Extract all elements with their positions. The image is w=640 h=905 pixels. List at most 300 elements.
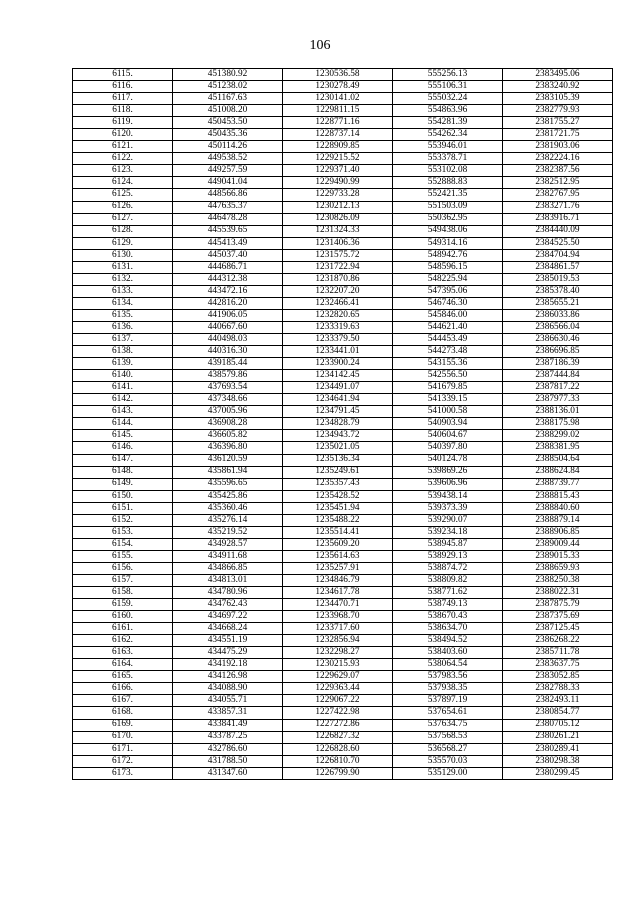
point-number-cell: 6129. [73, 237, 173, 249]
coord-value-cell: 1229215.52 [283, 153, 393, 165]
coord-value-cell: 1231870.86 [283, 273, 393, 285]
coord-value-cell: 434780.96 [173, 587, 283, 599]
coord-value-cell: 548225.94 [393, 273, 503, 285]
coord-value-cell: 537634.75 [393, 719, 503, 731]
coord-value-cell: 554863.96 [393, 105, 503, 117]
coord-value-cell: 2383052.85 [503, 671, 613, 683]
coord-value-cell: 2384525.50 [503, 237, 613, 249]
coord-value-cell: 2387125.45 [503, 623, 613, 635]
coord-value-cell: 1232820.65 [283, 309, 393, 321]
coord-value-cell: 2388022.31 [503, 587, 613, 599]
point-number-cell: 6161. [73, 623, 173, 635]
coord-value-cell: 543155.36 [393, 358, 503, 370]
coord-value-cell: 535570.03 [393, 755, 503, 767]
table-row [73, 117, 613, 129]
coord-value-cell: 2388136.01 [503, 406, 613, 418]
coord-value-cell: 555032.24 [393, 93, 503, 105]
point-number-cell: 6153. [73, 526, 173, 538]
coord-value-cell: 539373.39 [393, 502, 503, 514]
coord-value-cell: 1234491.07 [283, 382, 393, 394]
coord-value-cell: 1233968.70 [283, 611, 393, 623]
table-row [73, 129, 613, 141]
coord-value-cell: 450435.36 [173, 129, 283, 141]
coord-value-cell: 538403.60 [393, 647, 503, 659]
coord-value-cell: 444312.38 [173, 273, 283, 285]
coord-value-cell: 2383240.92 [503, 81, 613, 93]
point-number-cell: 6154. [73, 538, 173, 550]
coord-value-cell: 536568.27 [393, 743, 503, 755]
coord-value-cell: 2380261.21 [503, 731, 613, 743]
coord-value-cell: 436605.82 [173, 430, 283, 442]
point-number-cell: 6117. [73, 93, 173, 105]
table-row [73, 225, 613, 237]
point-number-cell: 6134. [73, 297, 173, 309]
coord-value-cell: 445413.49 [173, 237, 283, 249]
point-number-cell: 6172. [73, 755, 173, 767]
coord-value-cell: 1235428.52 [283, 490, 393, 502]
point-number-cell: 6139. [73, 358, 173, 370]
coord-value-cell: 2388381.95 [503, 442, 613, 454]
coord-value-cell: 549314.16 [393, 237, 503, 249]
point-number-cell: 6164. [73, 659, 173, 671]
coord-value-cell: 435425.86 [173, 490, 283, 502]
point-number-cell: 6120. [73, 129, 173, 141]
coord-value-cell: 2389009.44 [503, 538, 613, 550]
coord-value-cell: 1235514.41 [283, 526, 393, 538]
coord-value-cell: 435219.52 [173, 526, 283, 538]
coord-value-cell: 535129.00 [393, 767, 503, 779]
point-number-cell: 6149. [73, 478, 173, 490]
table-row [73, 81, 613, 93]
point-number-cell: 6127. [73, 213, 173, 225]
coord-value-cell: 440316.30 [173, 346, 283, 358]
coord-value-cell: 1233900.24 [283, 358, 393, 370]
coord-value-cell: 1234943.72 [283, 430, 393, 442]
coord-value-cell: 2382767.95 [503, 189, 613, 201]
coord-value-cell: 545846.00 [393, 309, 503, 321]
coord-value-cell: 2387186.39 [503, 358, 613, 370]
coord-value-cell: 447635.37 [173, 201, 283, 213]
table-row [73, 346, 613, 358]
point-number-cell: 6115. [73, 69, 173, 81]
coord-value-cell: 2384440.09 [503, 225, 613, 237]
coord-value-cell: 446478.28 [173, 213, 283, 225]
coord-value-cell: 541679.85 [393, 382, 503, 394]
table-row [73, 502, 613, 514]
table-row [73, 490, 613, 502]
point-number-cell: 6163. [73, 647, 173, 659]
coord-value-cell: 434668.24 [173, 623, 283, 635]
table-row [73, 659, 613, 671]
coord-value-cell: 2387817.22 [503, 382, 613, 394]
coord-value-cell: 433841.49 [173, 719, 283, 731]
table-row [73, 647, 613, 659]
coord-value-cell: 433857.31 [173, 707, 283, 719]
coord-value-cell: 1229811.15 [283, 105, 393, 117]
point-number-cell: 6135. [73, 309, 173, 321]
coord-value-cell: 434055.71 [173, 695, 283, 707]
coord-value-cell: 2388840.60 [503, 502, 613, 514]
coord-value-cell: 432786.60 [173, 743, 283, 755]
table-row [73, 358, 613, 370]
coordinates-table [72, 68, 613, 780]
coord-value-cell: 2387444.84 [503, 370, 613, 382]
coord-value-cell: 538064.54 [393, 659, 503, 671]
coord-value-cell: 2380289.41 [503, 743, 613, 755]
coord-value-cell: 1233717.60 [283, 623, 393, 635]
point-number-cell: 6118. [73, 105, 173, 117]
table-row [73, 141, 613, 153]
coord-value-cell: 1233319.63 [283, 321, 393, 333]
coord-value-cell: 437005.96 [173, 406, 283, 418]
coord-value-cell: 552421.35 [393, 189, 503, 201]
table-row [73, 767, 613, 779]
coord-value-cell: 553102.08 [393, 165, 503, 177]
coord-value-cell: 437348.66 [173, 394, 283, 406]
point-number-cell: 6173. [73, 767, 173, 779]
coord-value-cell: 2380854.77 [503, 707, 613, 719]
table-row [73, 743, 613, 755]
coord-value-cell: 2382224.16 [503, 153, 613, 165]
coord-value-cell: 2383916.71 [503, 213, 613, 225]
coord-value-cell: 1235614.63 [283, 550, 393, 562]
point-number-cell: 6132. [73, 273, 173, 285]
table-row [73, 466, 613, 478]
coord-value-cell: 1231722.94 [283, 261, 393, 273]
coord-value-cell: 537654.61 [393, 707, 503, 719]
table-row [73, 623, 613, 635]
coord-value-cell: 1235021.05 [283, 442, 393, 454]
table-row [73, 418, 613, 430]
coord-value-cell: 451167.63 [173, 93, 283, 105]
coord-value-cell: 449538.52 [173, 153, 283, 165]
point-number-cell: 6137. [73, 334, 173, 346]
table-row [73, 201, 613, 213]
point-number-cell: 6151. [73, 502, 173, 514]
coord-value-cell: 439185.44 [173, 358, 283, 370]
table-row [73, 478, 613, 490]
table-row [73, 538, 613, 550]
coord-value-cell: 444686.71 [173, 261, 283, 273]
table-row [73, 382, 613, 394]
coord-value-cell: 1232466.41 [283, 297, 393, 309]
coord-value-cell: 555256.13 [393, 69, 503, 81]
point-number-cell: 6123. [73, 165, 173, 177]
table-row [73, 213, 613, 225]
table-row [73, 574, 613, 586]
coord-value-cell: 2385019.53 [503, 273, 613, 285]
coord-value-cell: 435596.65 [173, 478, 283, 490]
point-number-cell: 6150. [73, 490, 173, 502]
coord-value-cell: 2383105.39 [503, 93, 613, 105]
coord-value-cell: 1229371.40 [283, 165, 393, 177]
table-row [73, 695, 613, 707]
table-row [73, 177, 613, 189]
coord-value-cell: 1235257.91 [283, 562, 393, 574]
coord-value-cell: 538929.13 [393, 550, 503, 562]
coord-value-cell: 2385711.78 [503, 647, 613, 659]
coord-value-cell: 554262.34 [393, 129, 503, 141]
coord-value-cell: 2386696.85 [503, 346, 613, 358]
page-number: 106 [309, 38, 331, 53]
coord-value-cell: 2384861.57 [503, 261, 613, 273]
table-row [73, 430, 613, 442]
point-number-cell: 6116. [73, 81, 173, 93]
coord-value-cell: 2389015.33 [503, 550, 613, 562]
coord-value-cell: 537983.56 [393, 671, 503, 683]
point-number-cell: 6131. [73, 261, 173, 273]
coord-value-cell: 434192.18 [173, 659, 283, 671]
coord-value-cell: 1229733.28 [283, 189, 393, 201]
coord-value-cell: 1228771.16 [283, 117, 393, 129]
coord-value-cell: 443472.16 [173, 285, 283, 297]
coord-value-cell: 549438.06 [393, 225, 503, 237]
coord-value-cell: 431347.60 [173, 767, 283, 779]
coord-value-cell: 1233441.01 [283, 346, 393, 358]
table-row [73, 442, 613, 454]
coord-value-cell: 2386268.22 [503, 635, 613, 647]
coord-value-cell: 2383637.75 [503, 659, 613, 671]
table-row [73, 309, 613, 321]
coord-value-cell: 537897.19 [393, 695, 503, 707]
coord-value-cell: 1230141.02 [283, 93, 393, 105]
point-number-cell: 6133. [73, 285, 173, 297]
coord-value-cell: 1230215.93 [283, 659, 393, 671]
coord-value-cell: 540604.67 [393, 430, 503, 442]
coord-value-cell: 2388906.85 [503, 526, 613, 538]
coord-value-cell: 1234791.45 [283, 406, 393, 418]
coord-value-cell: 434551.19 [173, 635, 283, 647]
point-number-cell: 6130. [73, 249, 173, 261]
coord-value-cell: 434126.98 [173, 671, 283, 683]
coord-value-cell: 1227422.98 [283, 707, 393, 719]
coord-value-cell: 1230212.13 [283, 201, 393, 213]
table-row [73, 671, 613, 683]
coord-value-cell: 2387375.69 [503, 611, 613, 623]
coord-value-cell: 1230826.09 [283, 213, 393, 225]
point-number-cell: 6125. [73, 189, 173, 201]
coord-value-cell: 436908.28 [173, 418, 283, 430]
coord-value-cell: 448566.86 [173, 189, 283, 201]
point-number-cell: 6168. [73, 707, 173, 719]
point-number-cell: 6167. [73, 695, 173, 707]
coord-value-cell: 2382779.93 [503, 105, 613, 117]
coord-value-cell: 544453.49 [393, 334, 503, 346]
coord-value-cell: 1231324.33 [283, 225, 393, 237]
coord-value-cell: 2383495.06 [503, 69, 613, 81]
coord-value-cell: 541339.15 [393, 394, 503, 406]
coord-value-cell: 434475.29 [173, 647, 283, 659]
coord-value-cell: 2380298.38 [503, 755, 613, 767]
coord-value-cell: 434762.43 [173, 599, 283, 611]
coord-value-cell: 2385378.40 [503, 285, 613, 297]
coord-value-cell: 537568.53 [393, 731, 503, 743]
coord-value-cell: 436120.59 [173, 454, 283, 466]
coord-value-cell: 1231575.72 [283, 249, 393, 261]
coord-value-cell: 538494.52 [393, 635, 503, 647]
coord-value-cell: 542556.50 [393, 370, 503, 382]
coord-value-cell: 1235249.61 [283, 466, 393, 478]
coord-value-cell: 2388815.43 [503, 490, 613, 502]
coord-value-cell: 2384704.94 [503, 249, 613, 261]
coord-value-cell: 544273.48 [393, 346, 503, 358]
coord-value-cell: 1226799.90 [283, 767, 393, 779]
point-number-cell: 6122. [73, 153, 173, 165]
coord-value-cell: 1229490.99 [283, 177, 393, 189]
point-number-cell: 6128. [73, 225, 173, 237]
coord-value-cell: 2380299.45 [503, 767, 613, 779]
coord-value-cell: 2387977.33 [503, 394, 613, 406]
point-number-cell: 6171. [73, 743, 173, 755]
coord-value-cell: 544621.40 [393, 321, 503, 333]
coord-value-cell: 2387875.79 [503, 599, 613, 611]
coord-value-cell: 1232207.20 [283, 285, 393, 297]
coord-value-cell: 435276.14 [173, 514, 283, 526]
table-row [73, 406, 613, 418]
table-row [73, 454, 613, 466]
table-row [73, 755, 613, 767]
coord-value-cell: 553378.71 [393, 153, 503, 165]
table-row [73, 297, 613, 309]
coord-value-cell: 438579.86 [173, 370, 283, 382]
point-number-cell: 6158. [73, 587, 173, 599]
coord-value-cell: 553946.01 [393, 141, 503, 153]
table-row [73, 562, 613, 574]
coord-value-cell: 540124.78 [393, 454, 503, 466]
coord-value-cell: 1234641.94 [283, 394, 393, 406]
coord-value-cell: 2381755.27 [503, 117, 613, 129]
table-row [73, 321, 613, 333]
coord-value-cell: 1234617.78 [283, 587, 393, 599]
coord-value-cell: 2383271.76 [503, 201, 613, 213]
coord-value-cell: 547395.06 [393, 285, 503, 297]
point-number-cell: 6121. [73, 141, 173, 153]
coord-value-cell: 2386630.46 [503, 334, 613, 346]
coord-value-cell: 548942.76 [393, 249, 503, 261]
coord-value-cell: 1226828.60 [283, 743, 393, 755]
point-number-cell: 6144. [73, 418, 173, 430]
coord-value-cell: 1228737.14 [283, 129, 393, 141]
coord-value-cell: 1235136.34 [283, 454, 393, 466]
table-row [73, 370, 613, 382]
coord-value-cell: 1231406.36 [283, 237, 393, 249]
table-row [73, 599, 613, 611]
coord-value-cell: 1226827.32 [283, 731, 393, 743]
coord-value-cell: 450453.50 [173, 117, 283, 129]
table-row [73, 526, 613, 538]
table-row [73, 153, 613, 165]
coord-value-cell: 2385655.21 [503, 297, 613, 309]
point-number-cell: 6119. [73, 117, 173, 129]
table-row [73, 105, 613, 117]
coord-value-cell: 435360.46 [173, 502, 283, 514]
table-row [73, 394, 613, 406]
coord-value-cell: 538749.13 [393, 599, 503, 611]
coord-value-cell: 539290.07 [393, 514, 503, 526]
coord-value-cell: 538670.43 [393, 611, 503, 623]
coord-value-cell: 449041.04 [173, 177, 283, 189]
table-row [73, 514, 613, 526]
coord-value-cell: 442816.20 [173, 297, 283, 309]
table-row [73, 93, 613, 105]
coord-value-cell: 2388299.02 [503, 430, 613, 442]
coord-value-cell: 551503.09 [393, 201, 503, 213]
coord-value-cell: 539234.18 [393, 526, 503, 538]
coord-value-cell: 546746.30 [393, 297, 503, 309]
coord-value-cell: 539869.26 [393, 466, 503, 478]
coord-value-cell: 440498.03 [173, 334, 283, 346]
coord-value-cell: 451238.02 [173, 81, 283, 93]
table-row [73, 731, 613, 743]
coord-value-cell: 548596.15 [393, 261, 503, 273]
coord-value-cell: 440667.60 [173, 321, 283, 333]
table-row [73, 334, 613, 346]
point-number-cell: 6124. [73, 177, 173, 189]
point-number-cell: 6169. [73, 719, 173, 731]
coord-value-cell: 2381903.06 [503, 141, 613, 153]
coord-value-cell: 1226810.70 [283, 755, 393, 767]
table-row [73, 189, 613, 201]
point-number-cell: 6143. [73, 406, 173, 418]
table-row [73, 719, 613, 731]
coord-value-cell: 541000.58 [393, 406, 503, 418]
coord-value-cell: 1232298.27 [283, 647, 393, 659]
coord-value-cell: 2388739.77 [503, 478, 613, 490]
coord-value-cell: 1235488.22 [283, 514, 393, 526]
coord-value-cell: 1230278.49 [283, 81, 393, 93]
coord-value-cell: 538874.72 [393, 562, 503, 574]
coord-value-cell: 2382493.11 [503, 695, 613, 707]
coord-value-cell: 2382512.95 [503, 177, 613, 189]
coord-value-cell: 445539.65 [173, 225, 283, 237]
coord-value-cell: 434911.68 [173, 550, 283, 562]
point-number-cell: 6138. [73, 346, 173, 358]
coord-value-cell: 538945.87 [393, 538, 503, 550]
coord-value-cell: 1234828.79 [283, 418, 393, 430]
coord-value-cell: 1234470.71 [283, 599, 393, 611]
coord-value-cell: 1232856.94 [283, 635, 393, 647]
coord-value-cell: 555106.31 [393, 81, 503, 93]
point-number-cell: 6156. [73, 562, 173, 574]
coord-value-cell: 2381721.75 [503, 129, 613, 141]
point-number-cell: 6166. [73, 683, 173, 695]
coord-value-cell: 539438.14 [393, 490, 503, 502]
point-number-cell: 6141. [73, 382, 173, 394]
coord-value-cell: 538634.70 [393, 623, 503, 635]
point-number-cell: 6126. [73, 201, 173, 213]
coord-value-cell: 1229629.07 [283, 671, 393, 683]
point-number-cell: 6157. [73, 574, 173, 586]
coord-value-cell: 540903.94 [393, 418, 503, 430]
coord-value-cell: 538809.82 [393, 574, 503, 586]
table-row [73, 285, 613, 297]
point-number-cell: 6140. [73, 370, 173, 382]
coord-value-cell: 550362.95 [393, 213, 503, 225]
coord-value-cell: 1230536.58 [283, 69, 393, 81]
table-row [73, 237, 613, 249]
coord-value-cell: 2382387.56 [503, 165, 613, 177]
coord-value-cell: 539606.96 [393, 478, 503, 490]
coord-value-cell: 552888.83 [393, 177, 503, 189]
coord-value-cell: 2388879.14 [503, 514, 613, 526]
point-number-cell: 6152. [73, 514, 173, 526]
coord-value-cell: 434866.85 [173, 562, 283, 574]
coord-value-cell: 433787.25 [173, 731, 283, 743]
table-row [73, 611, 613, 623]
table-row [73, 550, 613, 562]
coord-value-cell: 441906.05 [173, 309, 283, 321]
coord-value-cell: 540397.80 [393, 442, 503, 454]
